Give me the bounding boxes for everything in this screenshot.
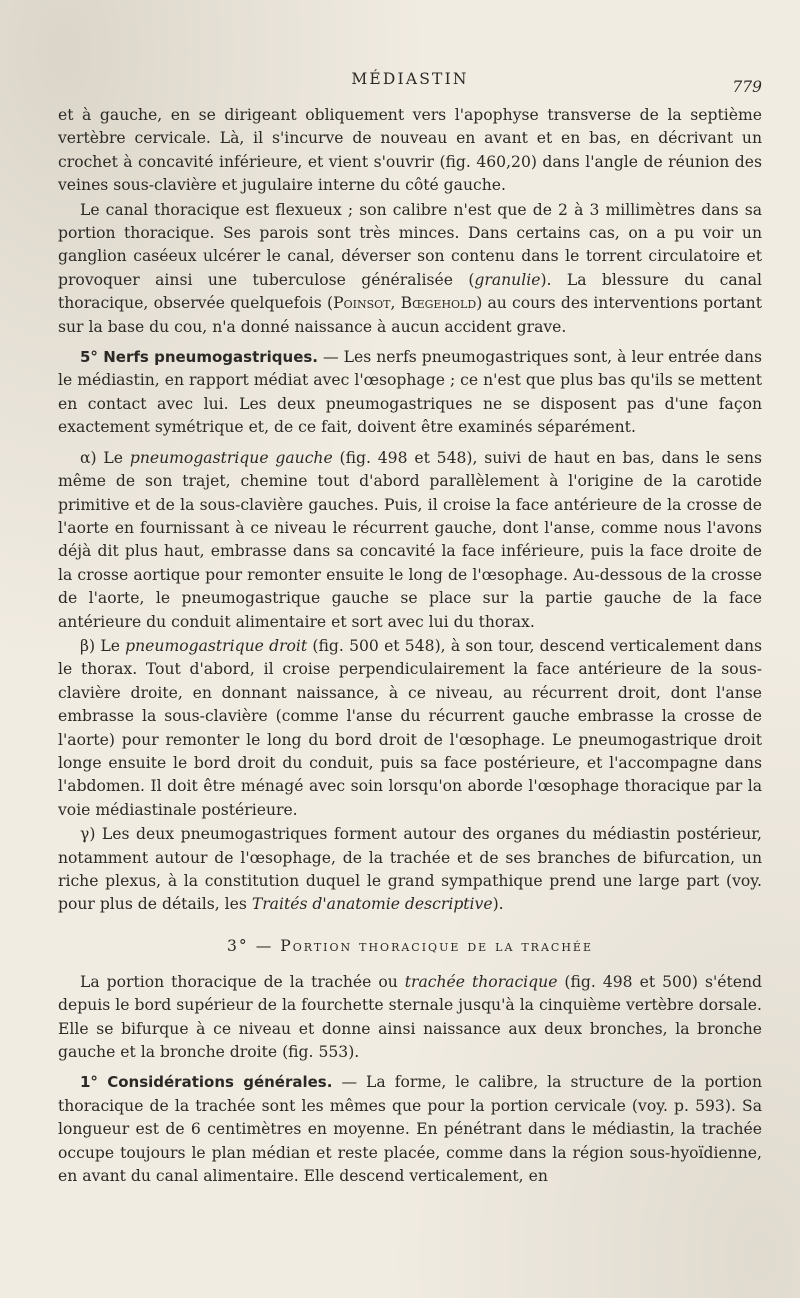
italic-term: trachée thoracique bbox=[404, 972, 558, 991]
paragraph-text: γ) Les deux pneumogastriques forment autour des organes du médiastin postérieur, notamment autour de l'œsophage, de la trachée et de ses branches de bifurcation, un riche plexus, à la constitution duquel le grand sympathique prend une large part (voy. pour plus de détails, les bbox=[58, 825, 762, 914]
subsection-heading: 5° Nerfs pneumogastriques. bbox=[80, 348, 318, 367]
paragraph-text: ). bbox=[492, 895, 504, 914]
paragraph-canal-thoracique bbox=[58, 199, 762, 339]
italic-term: granulie bbox=[474, 270, 541, 289]
author-name: Bœgehold bbox=[400, 294, 477, 313]
italic-term: pneumogastrique gauche bbox=[129, 448, 333, 467]
paragraph-alpha bbox=[58, 447, 762, 634]
author-name: Poinsot bbox=[333, 294, 391, 313]
paragraph-gamma bbox=[58, 823, 762, 917]
subsection-heading: 1° Considérations générales. bbox=[80, 1073, 333, 1092]
paragraph-nerfs-pneumogastriques bbox=[58, 346, 762, 440]
paragraph-text: — La forme, le calibre, la structure de la portion thoracique de la trachée sont les mêmes que pour la portion cervicale (voy. p. 593). Sa longueur est de 6 centimètres en moyenne. En pénétrant dans le médiastin, la trachée occupe toujours le plan médian et reste placée, comme dans la région sous-hyoïdienne, en avant du canal alimentaire. Elle descend verticalement, en bbox=[58, 1073, 762, 1186]
paragraph-continuation bbox=[58, 104, 762, 198]
running-head bbox=[58, 70, 762, 104]
paragraph-text: (fig. 498 et 500) s'étend depuis le bord supérieur de la fourchette sternale jusqu'à la cinquième vertèbre dorsale. Elle se bifurque à ce niveau et donne ainsi naissance aux deux bronches, la bronche gauche et la bronche droite (fig. 553). bbox=[58, 972, 762, 1062]
paragraph-text: (fig. 500 et 548), à son tour, descend verticalement dans le thorax. Tout d'abord, il croise perpendiculairement la face antérieure de la sous-clavière droite, en donnant naissance, à ce niveau, au récurrent droit, dont l'anse embrasse la sous-clavière (comme l'anse du récurrent gauche embrasse la crosse de l'aorte) pour remonter le long du bord droit de l'œsophage. Le pneumogastrique droit longe ensuite le bord droit du conduit, puis sa face postérieure, et l'accompagne dans l'abdomen. Il doit être ménagé avec soin lorsqu'on aborde l'œsophage thoracique par la voie médiastinale postérieure. bbox=[58, 636, 762, 819]
running-title: MÉDIASTIN bbox=[351, 70, 469, 88]
paragraph-beta bbox=[58, 635, 762, 822]
paragraph-text: — Les nerfs pneumogastriques sont, à leur entrée dans le médiastin, en rapport médiat avec l'œsophage ; ce n'est que plus bas qu'ils se mettent en contact avec lui. Les deux pneumogastriques ne se disposent pas d'une façon exactement symétrique et, de ce fait, doivent être examinés séparément. bbox=[58, 348, 762, 437]
italic-term: pneumogastrique droit bbox=[125, 636, 308, 655]
paragraph-text: ) au cours des interventions portant sur la base du cou, n'a donné naissance à aucun accident grave. bbox=[58, 294, 762, 336]
italic-term: Traités d'anatomie descriptive bbox=[251, 895, 493, 914]
paragraph-text: β) Le bbox=[80, 636, 126, 655]
paragraph-text: α) Le bbox=[80, 448, 130, 467]
body-text bbox=[58, 104, 762, 1188]
paragraph-considerations-generales bbox=[58, 1071, 762, 1188]
page-number: 779 bbox=[732, 78, 762, 96]
paragraph-text: ). La blessure du canal thoracique, observée quelquefois ( bbox=[58, 270, 762, 313]
paragraph-text: Le canal thoracique est flexueux ; son calibre n'est que de 2 à 3 millimètres dans sa portion thoracique. Ses parois sont très minces. Dans certains cas, on a pu voir un ganglion caséeux ulcérer le canal, déverser son contenu dans le torrent circulatoire et provoquer ainsi une tuberculose généralisée ( bbox=[58, 200, 762, 289]
paragraph-text: La portion thoracique de la trachée ou bbox=[80, 972, 405, 991]
section-heading: 3° — Portion thoracique de la trachée bbox=[227, 936, 593, 955]
paragraph-text: (fig. 498 et 548), suivi de haut en bas, dans le sens même de son trajet, chemine tout d'abord parallèlement à l'origine de la carotide primitive et de la sous-clavière gauches. Puis, il croise la face antérieure de la crosse de l'aorte en fournissant à ce niveau le récurrent gauche, dont l'anse, comme nous l'avons déjà dit plus haut, embrasse dans sa concavité la face inférieure, puis la face droite de la crosse aortique pour remonter ensuite le long de l'œsophage. Au-dessous de la crosse de l'aorte, le pneumogastrique gauche se place sur la partie gauche de la face antérieure du conduit alimentaire et sort avec lui du thorax. bbox=[58, 448, 762, 631]
paragraph-trachee-thoracique bbox=[58, 971, 762, 1065]
paragraph-text: et à gauche, en se dirigeant obliquement vers l'apophyse transverse de la septième vertèbre cervicale. Là, il s'incurve de nouveau en avant et en bas, en décrivant un crochet à concavité inférieure, et vient s'ouvrir (fig. 460,20) dans l'angle de réunion des veines sous-clavière et jugulaire interne du côté gauche. bbox=[58, 106, 762, 195]
paragraph-text: , bbox=[390, 294, 401, 313]
